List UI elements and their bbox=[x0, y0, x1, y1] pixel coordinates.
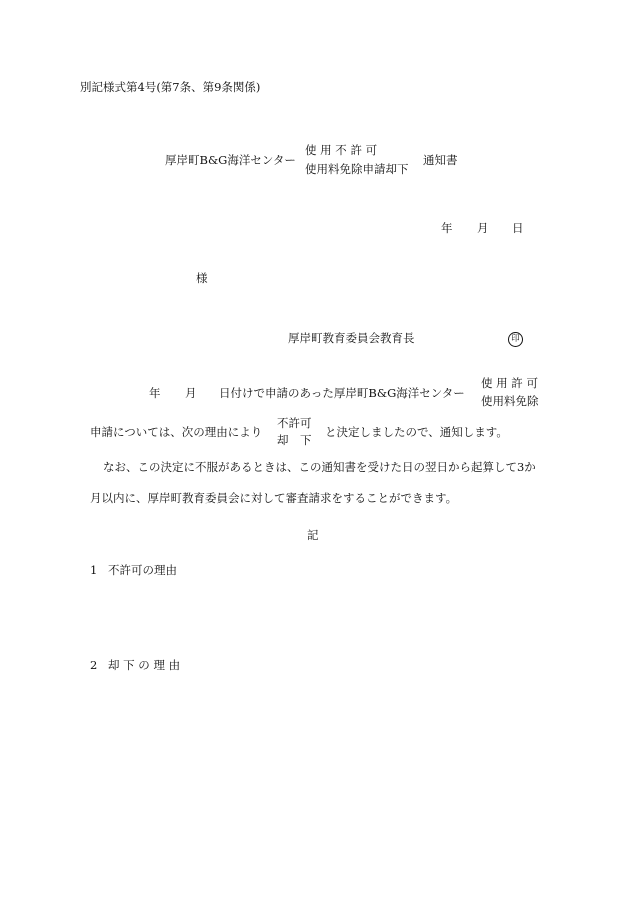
form-id: 別記様式第4号(第7条、第9条関係) bbox=[80, 80, 261, 94]
body-line2-options bbox=[277, 418, 312, 446]
body-year-label: 年 bbox=[149, 386, 161, 400]
title-prefix: 厚岸町B&G海洋センター bbox=[165, 153, 296, 167]
title-option-bottom: 使用料免除申請却下 bbox=[305, 161, 409, 176]
body-para2-line1: なお、この決定に不服があるときは、この通知書を受けた日の翌日から起算して3か bbox=[103, 460, 536, 474]
date-month-label: 月 bbox=[477, 221, 489, 235]
body-para2-line2: 月以内に、厚岸町教育委員会に対して審査請求をすることができます。 bbox=[90, 491, 458, 505]
item-1-number: 1 bbox=[90, 563, 98, 577]
date-year-label: 年 bbox=[441, 221, 453, 235]
item-2-number: 2 bbox=[90, 658, 98, 672]
body-line1-options bbox=[481, 378, 539, 407]
issuer-name: 厚岸町教育委員会教育長 bbox=[288, 331, 415, 345]
body-month-label: 月 bbox=[185, 386, 197, 400]
title-option-top: 使 用 不 許 可 bbox=[305, 143, 378, 157]
item-1-label: 不許可の理由 bbox=[108, 563, 177, 577]
body-line2-option-bottom: 却 下 bbox=[277, 432, 312, 447]
seal-mark: 印 bbox=[508, 332, 523, 347]
body-line2-text-after: と決定しましたので、通知します。 bbox=[325, 425, 508, 439]
body-line1-option-top: 使 用 許 可 bbox=[481, 376, 538, 390]
body-line2-option-top: 不許可 bbox=[277, 416, 312, 430]
body-line1-option-bottom: 使用料免除 bbox=[481, 393, 539, 408]
date-day-label: 日 bbox=[512, 221, 524, 235]
body-line2-text-before: 申請については、次の理由により bbox=[90, 425, 263, 439]
title-options bbox=[305, 145, 409, 175]
note-heading: 記 bbox=[307, 528, 319, 542]
item-2-label: 却 下 の 理 由 bbox=[108, 658, 181, 672]
body-line1-text: 日付けで申請のあった厚岸町B&G海洋センター bbox=[219, 386, 465, 400]
title-suffix: 通知書 bbox=[423, 153, 458, 167]
addressee-honorific: 様 bbox=[196, 271, 208, 285]
